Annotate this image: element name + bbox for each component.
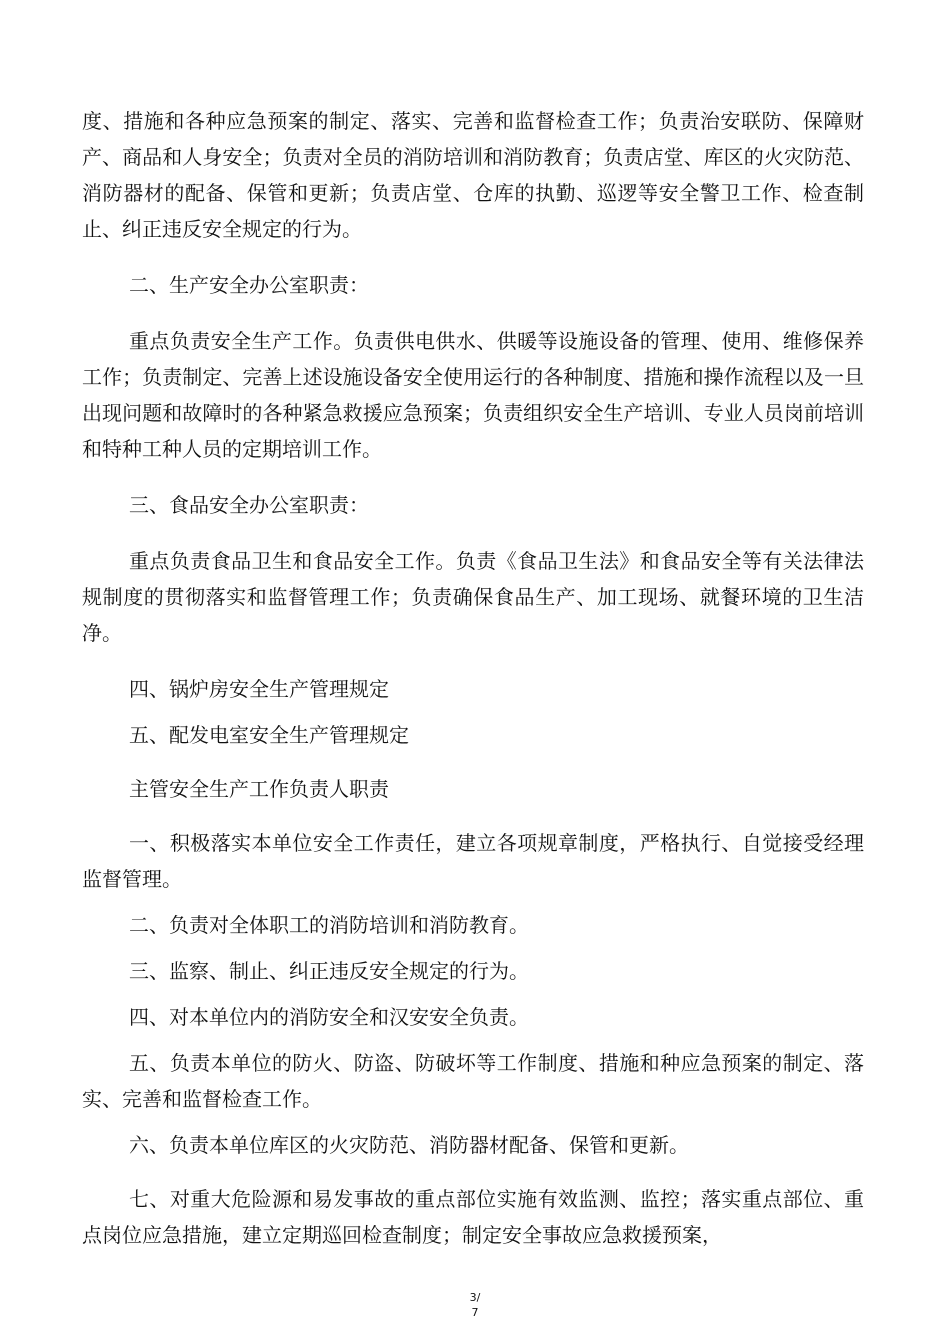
page-number-total: 7 (471, 1306, 479, 1319)
heading-production-safety-office: 二、生产安全办公室职责： (129, 273, 369, 297)
heading-food-safety-office: 三、食品安全办公室职责： (129, 493, 369, 517)
document-body (82, 103, 864, 1253)
heading-power-room-rules: 五、配发电室安全生产管理规定 (129, 723, 409, 747)
duty-item-1: 一、积极落实本单位安全工作责任，建立各项规章制度，严格执行、自觉接受经理监督管理。 (82, 831, 864, 891)
duty-item-2: 二、负责对全体职工的消防培训和消防教育。 (129, 913, 529, 937)
paragraph-security-office-duties: 度、措施和各种应急预案的制定、落实、完善和监督检查工作；负责治安联防、保障财产、商品和人身安全；负责对全员的消防培训和消防教育；负责店堂、库区的火灾防范、消防器材的配备、保管和更新；负责店堂、仓库的执勤、巡逻等安全警卫工作、检查制止、纠正违反安全规定的行为。 (82, 109, 864, 241)
paragraph-food-safety-duties: 重点负责食品卫生和食品安全工作。负责《食品卫生法》和食品安全等有关法律法规制度的贯彻落实和监督管理工作；负责确保食品生产、加工现场、就餐环境的卫生洁净。 (82, 549, 864, 645)
paragraph-production-safety-duties: 重点负责安全生产工作。负责供电供水、供暖等设施设备的管理、使用、维修保养工作；负责制定、完善上述设施设备安全使用运行的各种制度、措施和操作流程以及一旦出现问题和故障时的各种紧急救援应急预案；负责组织安全生产培训、专业人员岗前培训和特种工种人员的定期培训工作。 (82, 329, 864, 461)
duty-item-5: 五、负责本单位的防火、防盗、防破坏等工作制度、措施和种应急预案的制定、落实、完善和监督检查工作。 (82, 1051, 864, 1111)
duty-item-6: 六、负责本单位库区的火灾防范、消防器材配备、保管和更新。 (129, 1133, 689, 1157)
heading-boiler-room-rules: 四、锅炉房安全生产管理规定 (129, 677, 389, 701)
page-number (0, 1290, 950, 1320)
heading-supervisor-duties: 主管安全生产工作负责人职责 (129, 777, 389, 801)
duty-item-4: 四、对本单位内的消防安全和汉安安全负责。 (129, 1005, 529, 1029)
duty-item-7: 七、对重大危险源和易发事故的重点部位实施有效监测、监控；落实重点部位、重点岗位应急措施，建立定期巡回检查制度；制定安全事故应急救援预案， (82, 1187, 864, 1247)
page-number-current: 3/ (469, 1291, 481, 1304)
duty-item-3: 三、监察、制止、纠正违反安全规定的行为。 (129, 959, 529, 983)
